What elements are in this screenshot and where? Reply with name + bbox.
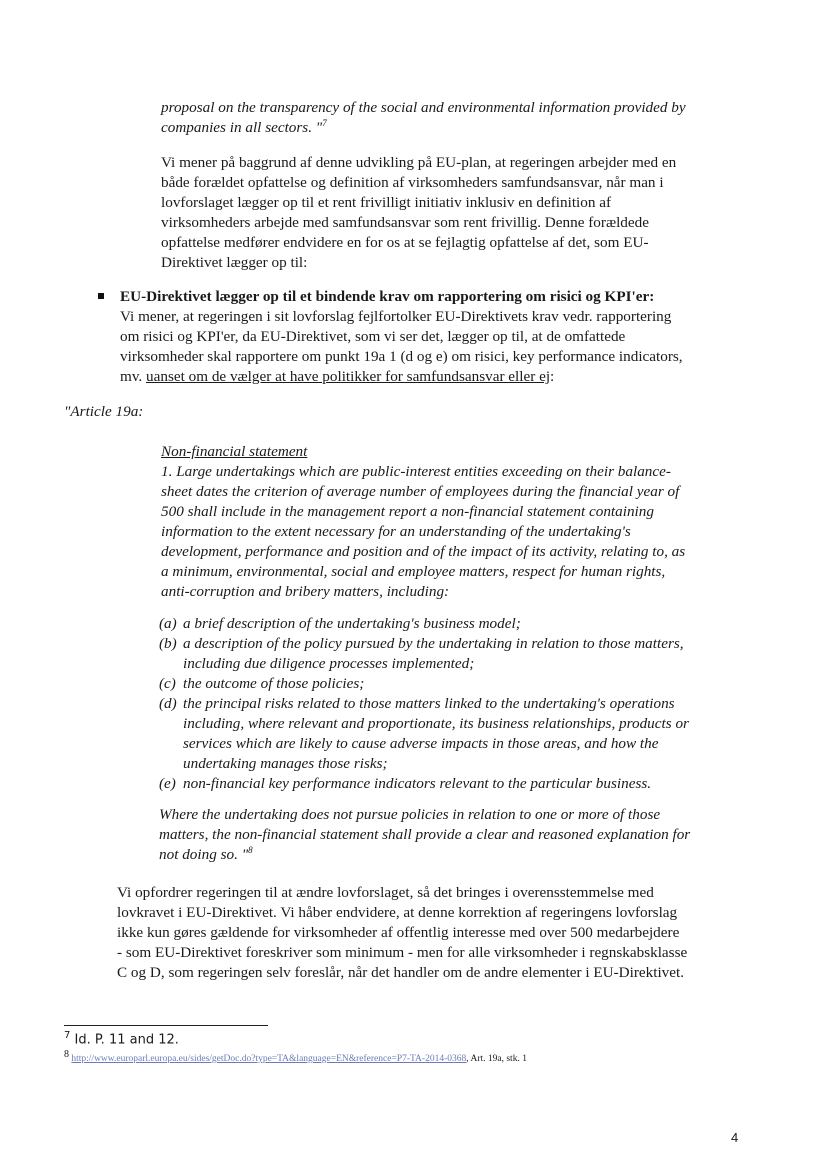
footnote-ref-7[interactable]: 7: [322, 117, 327, 128]
item-line: including, where relevant and proportionate, its business relationships, products or: [183, 715, 689, 732]
item-line: the outcome of those policies;: [183, 675, 365, 692]
footnote-link[interactable]: http://www.europarl.europa.eu/sides/getDoc.do?type=TA&language=EN&reference=P7-TA-2014-0368: [71, 1054, 467, 1065]
article-items: [159, 614, 759, 794]
paragraph-line: Vi mener, at regeringen i sit lovforslag fejlfortolker EU-Direktivets krav vedr. rapportering: [120, 308, 672, 325]
article-heading: [64, 402, 143, 422]
article-line: information to the extent necessary for an understanding of the undertaking's: [161, 523, 631, 540]
paragraph-line: opfattelse medfører endvidere en for os at se fejlagtig opfattelse af det, som EU-: [161, 234, 649, 251]
footnote-text: , Art. 19a, stk. 1: [466, 1054, 527, 1065]
item-line: a description of the policy pursued by the undertaking in relation to those matters,: [183, 635, 684, 652]
paragraph-line: både forældet opfattelse og definition af virksomheders samfundsansvar, når man i: [161, 174, 664, 191]
article-body: [161, 442, 685, 602]
paragraph-line: om risici og KPI'er, da EU-Direktivet, som vi ser det, lægger op til, at de omfattede: [120, 328, 626, 345]
footnote-ref-8[interactable]: 8: [248, 844, 253, 855]
paragraph-eu-plan: [161, 153, 676, 273]
bullet-marker: [98, 293, 104, 299]
list-item: [159, 694, 759, 774]
paragraph-line: C og D, som regeringen selv foreslår, når det handler om de andre elementer i EU-Direktivet.: [117, 964, 685, 981]
article-line: not doing so. ": [159, 846, 249, 863]
paragraph-line: virksomheder skal rapportere om punkt 19a 1 (d og e) om risici, key performance indicators,: [120, 348, 683, 365]
item-line: non-financial key performance indicators relevant to the particular business.: [183, 775, 652, 792]
list-item: [159, 674, 759, 694]
item-label: (e): [159, 775, 176, 792]
item-label: (b): [159, 635, 177, 652]
footnote-number: 8: [64, 1049, 69, 1060]
paragraph-line: virksomheders arbejde med samfundsansvar som rent frivillig. Denne forældede: [161, 214, 649, 231]
footnote-number: 7: [64, 1030, 71, 1041]
paragraph-line: Vi opfordrer regeringen til at ændre lovforslaget, så det bringes i overensstemmelse med: [117, 884, 654, 901]
list-item: [159, 634, 759, 674]
paragraph-line: mv.: [120, 368, 147, 385]
article-closing: [159, 805, 690, 865]
article-line: anti-corruption and bribery matters, including:: [161, 583, 450, 600]
bullet-paragraph: [120, 287, 683, 387]
list-item: [159, 614, 759, 634]
footnote-7: [64, 1030, 179, 1047]
paragraph-line: lovforslaget lægger op til et rent frivilligt initiativ inklusiv en definition af: [161, 194, 612, 211]
paragraph-line: - som EU-Direktivet foreskriver som minimum - men for alle virksomheder i regnskabsklasse: [117, 944, 688, 961]
item-line: undertaking manages those risks;: [183, 755, 388, 772]
item-line: including due diligence processes implemented;: [183, 655, 475, 672]
footnote-divider: [64, 1025, 268, 1026]
paragraph-line: lovkravet i EU-Direktivet. Vi håber endvidere, at denne korrektion af regeringens lovforslag: [117, 904, 678, 921]
article-line: a minimum, environmental, social and employee matters, respect for human rights,: [161, 563, 666, 580]
article-line: 500 shall include in the management report a non-financial statement containing: [161, 503, 654, 520]
article-line: development, performance and position and of the impact of its activity, relating to, as: [161, 543, 686, 560]
quote-end: [161, 98, 686, 138]
paragraph-line: ikke kun gøres gældende for virksomheder af offentlig interesse med over 500 medarbejdere: [117, 924, 680, 941]
article-line: 1. Large undertakings which are public-interest entities exceeding on their balance-: [161, 463, 671, 480]
item-line: a brief description of the undertaking's business model;: [183, 615, 521, 632]
quote-end-line: companies in all sectors. ": [161, 119, 323, 136]
item-line: services which are likely to cause adverse impacts in those areas, and how the: [183, 735, 659, 752]
underlined-phrase: uanset om de vælger at have politikker for samfundsansvar eller ej: [146, 368, 551, 385]
bullet-heading: EU-Direktivet lægger op til et bindende krav om rapportering om risici og KPI'er:: [120, 288, 655, 305]
item-label: (d): [159, 695, 177, 712]
footnote-8: [64, 1049, 527, 1064]
article-line: sheet dates the criterion of average number of employees during the financial year of: [161, 483, 680, 500]
list-item: [159, 774, 759, 794]
paragraph-line: Vi mener på baggrund af denne udvikling på EU-plan, at regeringen arbejder med en: [161, 154, 677, 171]
punctuation: :: [550, 368, 555, 385]
article-subheading: Non-financial statement: [161, 443, 308, 460]
paragraph-line: Direktivet lægger op til:: [161, 254, 308, 271]
item-label: (c): [159, 675, 176, 692]
article-line: matters, the non-financial statement shall provide a clear and reasoned explanation for: [159, 826, 691, 843]
article-heading-text: "Article 19a:: [64, 403, 144, 420]
page-number: 4: [731, 1130, 739, 1145]
quote-end-line: proposal on the transparency of the social and environmental information provided by: [161, 99, 686, 116]
item-label: (a): [159, 615, 177, 632]
paragraph-final: [117, 883, 687, 983]
article-line: Where the undertaking does not pursue policies in relation to one or more of those: [159, 806, 661, 823]
item-line: the principal risks related to those matters linked to the undertaking's operations: [183, 695, 675, 712]
footnote-text: Id. P. 11 and 12.: [74, 1032, 179, 1048]
